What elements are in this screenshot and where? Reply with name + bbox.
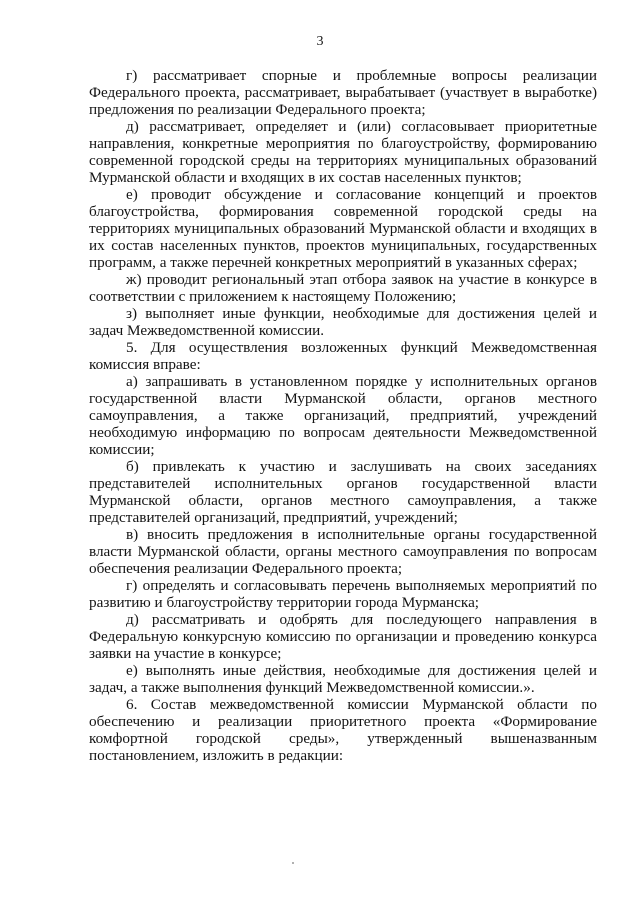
paragraph-4d: д) рассматривает, определяет и (или) согласовывает приоритетные направления, конкретные мероприятия по благоустройству, формированию современной городской среды на территориях муниципальных образований Мурманской области и входящих в их состав населенных пунктов; <box>89 118 597 186</box>
paragraph-5a: а) запрашивать в установленном порядке у исполнительных органов государственной власти Мурманской области, органов местного самоуправления, а также организаций, предприятий, учреждений необходимую информацию по вопросам деятельности Межведомственной комиссии; <box>89 373 597 458</box>
paragraph-5g: г) определять и согласовывать перечень выполняемых мероприятий по развитию и благоустройству территории города Мурманска; <box>89 577 597 611</box>
paragraph-5v: в) вносить предложения в исполнительные органы государственной власти Мурманской области, органы местного самоуправления по вопросам обеспечения реализации Федерального проекта; <box>89 526 597 577</box>
page-number: 3 <box>316 34 324 49</box>
paragraph-5e: е) выполнять иные действия, необходимые для достижения целей и задач, а также выполнения функций Межведомственной комиссии.». <box>89 662 597 696</box>
paragraph-5b: б) привлекать к участию и заслушивать на своих заседаниях представителей исполнительных органов государственной власти Мурманской области, органов местного самоуправления, а также представителей организаций, предприятий, учреждений; <box>89 458 597 526</box>
paragraph-4zh: ж) проводит региональный этап отбора заявок на участие в конкурсе в соответствии с приложением к настоящему Положению; <box>89 271 597 305</box>
paragraph-4z: з) выполняет иные функции, необходимые для достижения целей и задач Межведомственной комиссии. <box>89 305 597 339</box>
paragraph-5: 5. Для осуществления возложенных функций Межведомственная комиссия вправе: <box>89 339 597 373</box>
scan-speck <box>292 862 294 864</box>
paragraph-5d: д) рассматривать и одобрять для последующего направления в Федеральную конкурсную комиссию по организации и проведению конкурса заявки на участие в конкурсе; <box>89 611 597 662</box>
document-body <box>89 67 597 764</box>
paragraph-4g: г) рассматривает спорные и проблемные вопросы реализации Федерального проекта, рассматривает, вырабатывает (участвует в выработке) предложения по реализации Федерального проекта; <box>89 67 597 118</box>
paragraph-6: 6. Состав межведомственной комиссии Мурманской области по обеспечению и реализации приоритетного проекта «Формирование комфортной городской среды», утвержденный вышеназванным постановлением, изложить в редакции: <box>89 696 597 764</box>
paragraph-4e: е) проводит обсуждение и согласование концепций и проектов благоустройства, формирования современной городской среды на территориях муниципальных образований Мурманской области и входящих в их состав населенных пунктов, проектов муниципальных, государственных программ, а также перечней конкретных мероприятий в указанных сферах; <box>89 186 597 271</box>
